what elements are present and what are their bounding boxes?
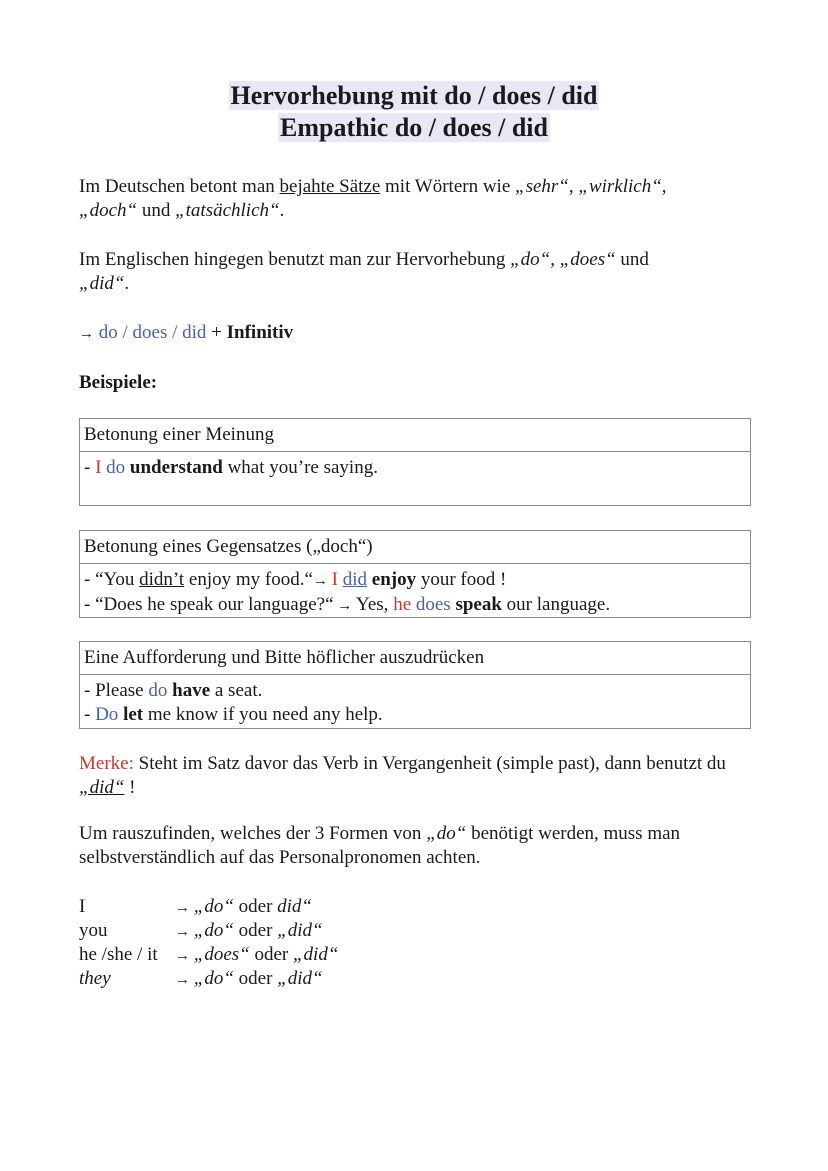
example-box-opinion bbox=[79, 418, 751, 506]
pronoun-label: I bbox=[79, 896, 86, 917]
pronoun-forms: → „do“ oder did“ bbox=[175, 896, 313, 917]
example-sentence: - I do understand what you’re saying. bbox=[84, 457, 378, 478]
pronoun-forms: → „does“ oder „did“ bbox=[175, 944, 339, 965]
pronoun-label: he /she / it bbox=[79, 944, 158, 965]
pronoun-intro: Um rauszufinden, welches der 3 Formen von „do“ benötigt werden, muss man selbstverständlich auf das Personalpronomen achten. bbox=[79, 823, 681, 868]
example-box-heading: Betonung eines Gegensatzes („doch“) bbox=[80, 531, 750, 564]
arrow-icon: → bbox=[175, 924, 194, 940]
example-sentences: - “You didn’t enjoy my food.“→ I did enjoy your food ! - “Does he speak our language?“ → Yes, he does speak our language. bbox=[84, 569, 611, 615]
grammar-rule: → do / does / did + Infinitiv bbox=[79, 322, 294, 343]
example-box-request bbox=[79, 641, 751, 729]
arrow-icon: → bbox=[312, 573, 332, 589]
pronoun-forms: → „do“ oder „did“ bbox=[175, 968, 323, 989]
pronoun-label: you bbox=[79, 920, 108, 941]
pronoun-label: they bbox=[79, 968, 111, 989]
example-box-heading: Betonung einer Meinung bbox=[80, 419, 750, 452]
example-box-contrast bbox=[79, 530, 751, 618]
arrow-icon: → bbox=[333, 598, 357, 614]
arrow-icon: → bbox=[175, 900, 194, 916]
arrow-icon: → bbox=[175, 972, 194, 988]
examples-heading: Beispiele: bbox=[79, 372, 158, 393]
intro-paragraph-english: Im Englischen hingegen benutzt man zur Hervorhebung „do“, „does“ und „did“. bbox=[79, 249, 649, 294]
page-title: Hervorhebung mit do / does / did bbox=[230, 81, 598, 110]
note-merke: Merke: Steht im Satz davor das Verb in Vergangenheit (simple past), dann benutzt du „did“ ! bbox=[79, 753, 726, 798]
intro-paragraph-german: Im Deutschen betont man bejahte Sätze mit Wörtern wie „sehr“, „wirklich“, „doch“ und „tatsächlich“. bbox=[79, 176, 667, 221]
pronoun-forms: → „do“ oder „did“ bbox=[175, 920, 323, 941]
page-subtitle: Empathic do / does / did bbox=[279, 113, 548, 142]
arrow-icon: → bbox=[175, 948, 194, 964]
example-box-heading: Eine Aufforderung und Bitte höflicher auszudrücken bbox=[80, 642, 750, 675]
arrow-icon: → bbox=[79, 326, 94, 342]
example-sentences: - Please do have a seat. - Do let me know if you need any help. bbox=[84, 680, 383, 725]
